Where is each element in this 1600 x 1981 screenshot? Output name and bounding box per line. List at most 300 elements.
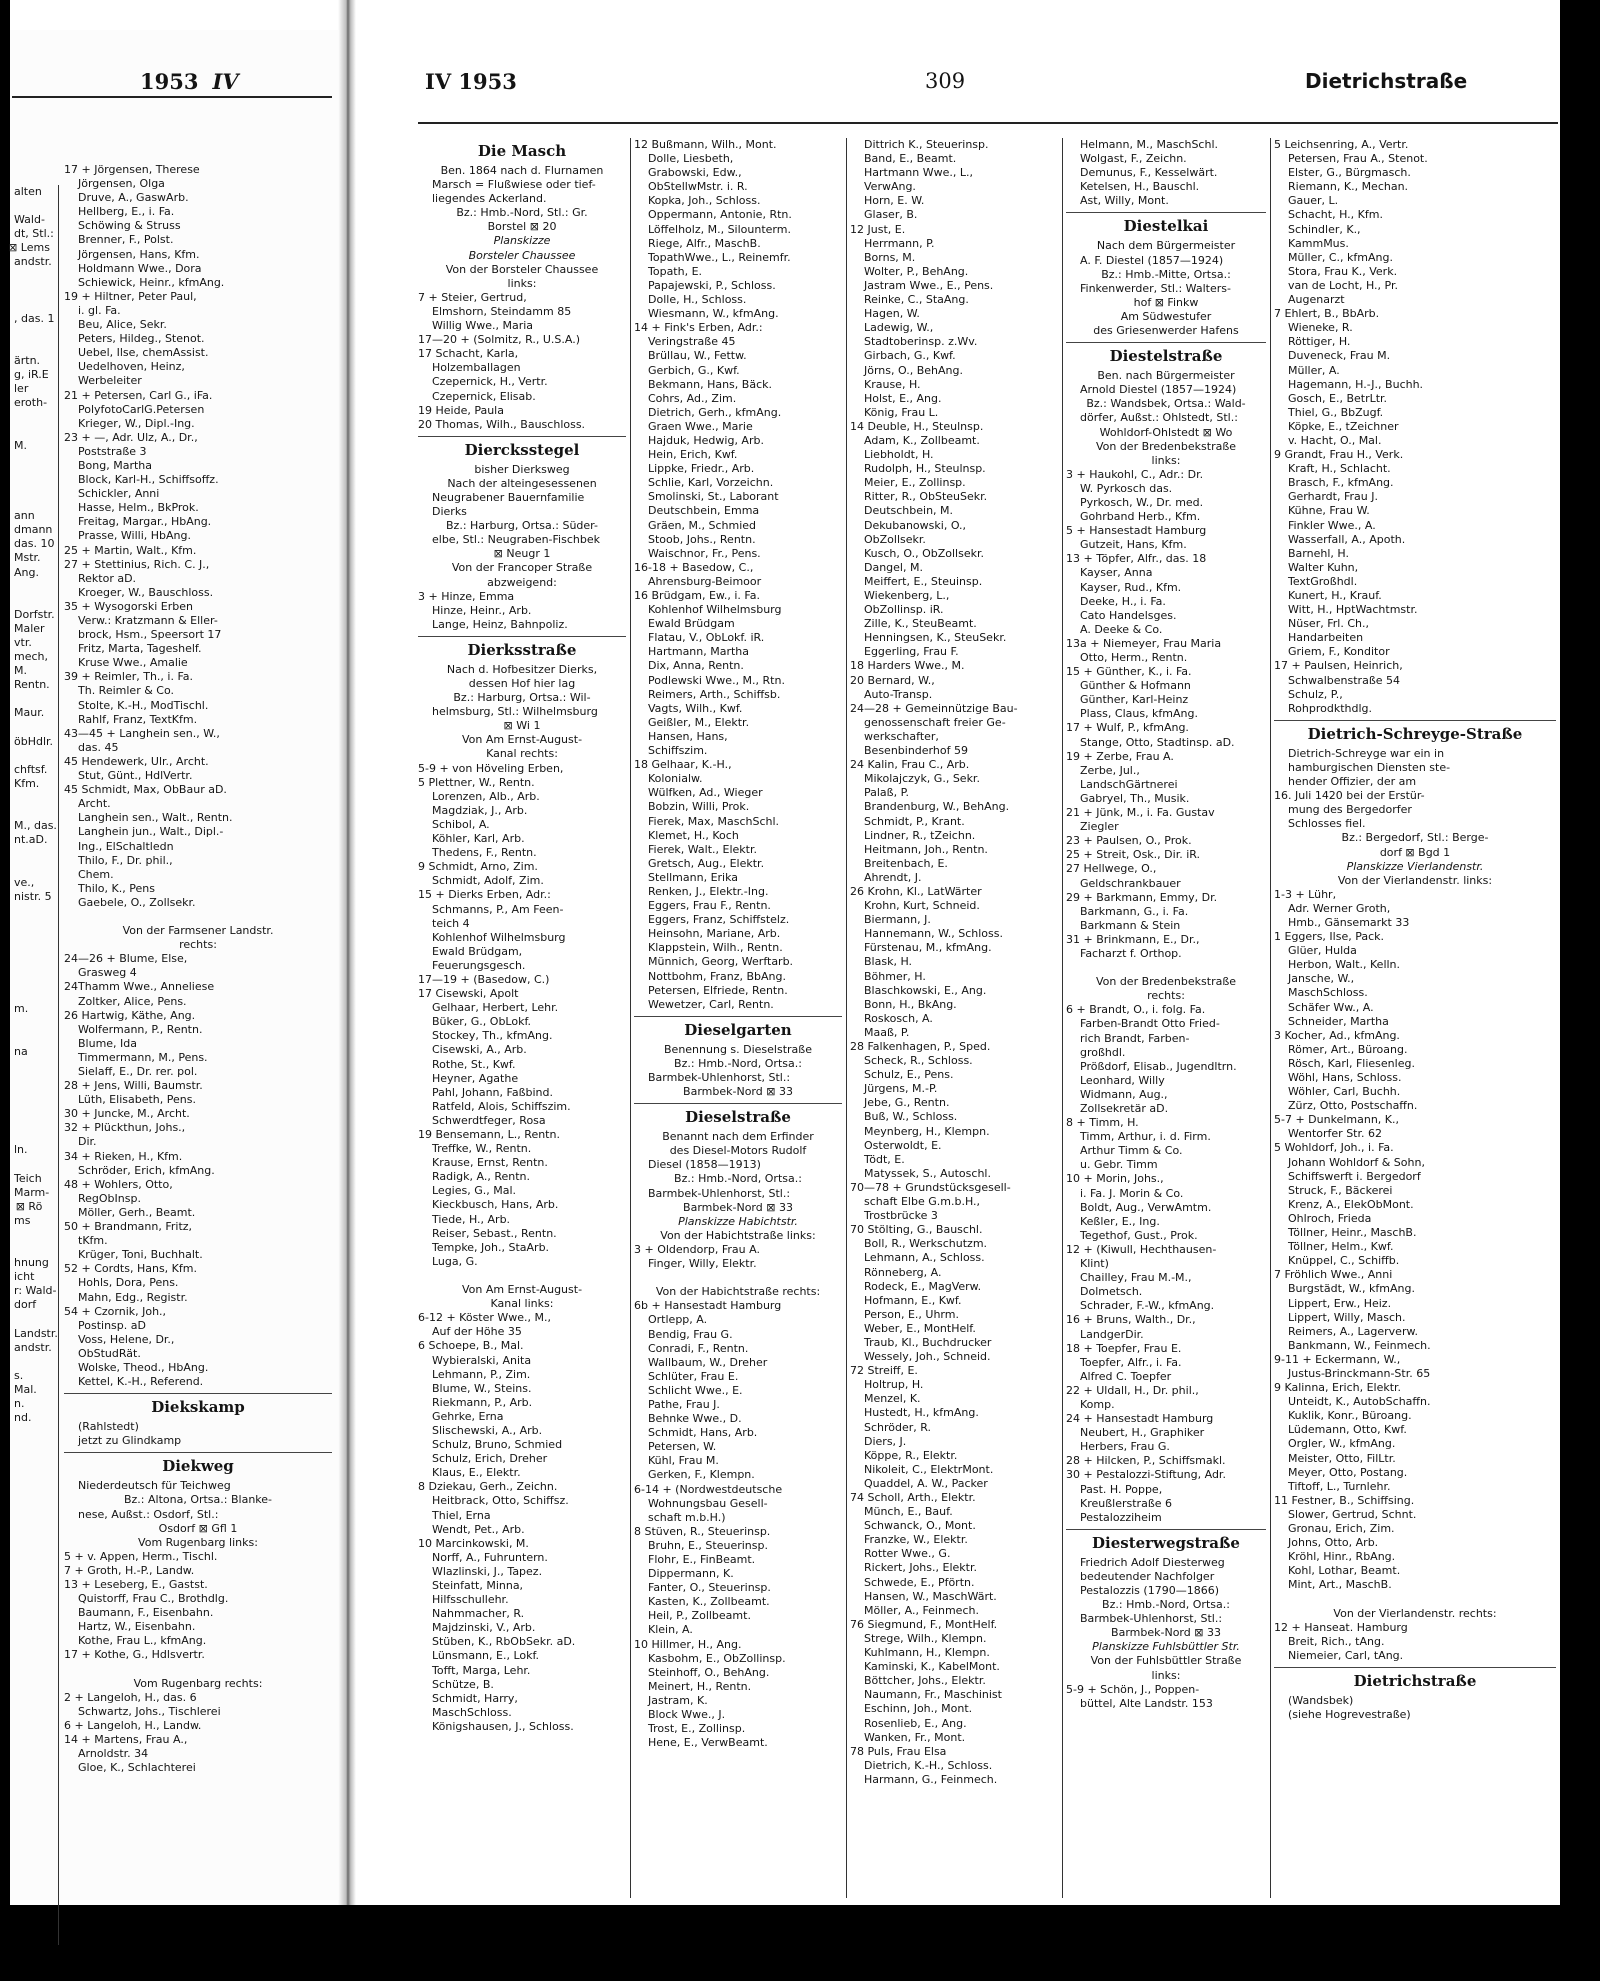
- column-rule: [1270, 138, 1271, 1898]
- resident-entry: Hannemann, W., Schloss.: [864, 927, 1003, 941]
- directory-note: Borstel ⊠ 20: [487, 220, 557, 234]
- house-number-entry: 23 + —, Adr. Ulz, A., Dr.,: [64, 430, 198, 444]
- resident-entry: Köppe, R., Elektr.: [864, 1448, 958, 1462]
- house-number-entry: 52 + Cordts, Hans, Kfm.: [64, 1262, 197, 1276]
- resident-entry: Wiesmann, W., kfmAng.: [648, 307, 779, 321]
- resident-entry: Grasweg 4: [78, 966, 137, 980]
- house-number-entry: 28 + Hilcken, P., Schiffsmakl.: [1066, 1454, 1226, 1468]
- resident-entry: Gloe, K., Schlachterei: [78, 1761, 196, 1775]
- resident-entry: Czepernick, H., Vertr.: [432, 375, 548, 389]
- house-number-entry: [64, 910, 332, 924]
- resident-entry: Lorenzen, Alb., Arb.: [432, 789, 540, 803]
- house-number-entry: [0, 1313, 58, 1327]
- resident-entry: Witt, H., HptWachtmstr.: [1288, 603, 1418, 617]
- resident-entry: Wülfken, Ad., Wieger: [648, 786, 763, 800]
- resident-entry: bedeutender Nachfolger: [1080, 1569, 1215, 1583]
- resident-entry: Schacht, H., Kfm.: [1288, 208, 1383, 222]
- resident-entry: nese, Außst.: Osdorf, Stl.:: [78, 1507, 219, 1521]
- resident-entry: Prößdorf, Elisab., Jugendltrn.: [1080, 1059, 1237, 1073]
- resident-entry: Komp.: [1080, 1397, 1115, 1411]
- resident-entry: Schwede, E., Pförtn.: [864, 1575, 975, 1589]
- resident-entry: Meinert, H., Rentn.: [648, 1679, 752, 1693]
- house-number-entry: 12 Just, E.: [850, 222, 906, 236]
- resident-entry: das. 10: [14, 537, 55, 551]
- resident-entry: hnung: [14, 1256, 49, 1270]
- resident-entry: Rotter Wwe., G.: [864, 1547, 951, 1561]
- resident-entry: Münnich, Georg, Werftarb.: [648, 955, 794, 969]
- resident-entry: Rohprodkthdlg.: [1288, 701, 1372, 715]
- directory-note: Benannt nach dem Erfinder: [662, 1130, 814, 1144]
- resident-entry: Meiffert, E., Steuinsp.: [864, 574, 983, 588]
- house-number-entry: 12 + Hanseat. Hamburg: [1274, 1620, 1408, 1634]
- resident-entry: Schneider, Martha: [1288, 1014, 1389, 1028]
- resident-entry: Flatau, V., ObLokf. iR.: [648, 631, 765, 645]
- resident-entry: Schiewick, Heinr., kfmAng.: [78, 275, 225, 289]
- directory-note: Bz.: Wandsbek, Ortsa.: Wald-: [1086, 397, 1246, 411]
- resident-entry: Klint): [1080, 1257, 1109, 1271]
- resident-entry: m.: [14, 1002, 29, 1016]
- house-number-entry: 18 Harders Wwe., M.: [850, 659, 965, 673]
- resident-entry: dörfer, Außst.: Ohlstedt, Stl.:: [1080, 411, 1238, 425]
- resident-entry: teich 4: [432, 916, 470, 930]
- resident-entry: Helmann, M., MaschSchl.: [1080, 138, 1219, 151]
- resident-entry: Diers, J.: [864, 1434, 907, 1448]
- directory-note: Kanal links:: [490, 1297, 554, 1311]
- house-number-entry: [0, 692, 58, 706]
- resident-entry: Toepfer, Alfr., i. Fa.: [1080, 1355, 1182, 1369]
- directory-note: bisher Dierksweg: [474, 462, 570, 476]
- directory-note: links:: [1151, 1668, 1181, 1682]
- resident-entry: Klappstein, Wilh., Rentn.: [648, 941, 783, 955]
- resident-entry: Stut, Günt., HdlVertr.: [78, 769, 193, 783]
- resident-entry: Wessely, Joh., Schneid.: [864, 1350, 991, 1364]
- house-number-entry: [0, 1059, 58, 1073]
- street-heading: Diekskamp: [64, 1393, 332, 1420]
- house-number-entry: 45 Hendewerk, Ulr., Archt.: [64, 754, 209, 768]
- resident-entry: Blask, H.: [864, 955, 913, 969]
- map-reference: Planskizze Habichtstr.: [678, 1214, 798, 1228]
- resident-entry: Schröder, Erich, kfmAng.: [78, 1163, 215, 1177]
- resident-entry: Töllner, Helm., Kwf.: [1288, 1240, 1394, 1254]
- resident-entry: Podlewski Wwe., M., Rtn.: [648, 673, 785, 687]
- street-heading: Dieselgarten: [634, 1016, 842, 1043]
- resident-entry: Jörgensen, Hans, Kfm.: [78, 247, 200, 261]
- resident-entry: Auto-Transp.: [864, 687, 933, 701]
- resident-entry: VerwAng.: [864, 180, 916, 194]
- resident-entry: Alfred C. Toepfer: [1080, 1369, 1172, 1383]
- house-number-entry: 15 + Günther, K., i. Fa.: [1066, 665, 1192, 679]
- house-number-entry: 5-9 + von Höveling Erben,: [418, 761, 564, 775]
- house-number-entry: [634, 1271, 842, 1285]
- resident-entry: Thilo, K., Pens: [78, 881, 155, 895]
- directory-note: Von der Borsteler Chaussee: [445, 262, 599, 276]
- resident-entry: alten: [14, 185, 42, 198]
- house-number-entry: 25 + Martin, Walt., Kfm.: [64, 543, 197, 557]
- resident-entry: Waischnor, Fr., Pens.: [648, 546, 761, 560]
- house-number-entry: [0, 1031, 58, 1045]
- scan-edge-right: [1560, 0, 1600, 1981]
- directory-note: Barmbek-Nord ⊠ 33: [683, 1085, 793, 1099]
- resident-entry: Rodeck, E., MagVerw.: [864, 1279, 982, 1293]
- resident-entry: Barkmann, G., i. Fa.: [1080, 904, 1189, 918]
- map-reference: Planskizze Vierlandenstr.: [1346, 859, 1484, 873]
- map-reference: Borsteler Chaussee: [468, 248, 576, 262]
- street-heading: Diestelstraße: [1066, 342, 1266, 369]
- house-number-entry: 17 + Jörgensen, Therese: [64, 163, 200, 176]
- resident-entry: Schmidt, Adolf, Zim.: [432, 874, 544, 888]
- directory-note: Nach dem Bürgermeister: [1096, 239, 1236, 253]
- resident-entry: (Rahlstedt): [78, 1420, 139, 1434]
- resident-entry: Nahmmacher, R.: [432, 1607, 525, 1621]
- resident-entry: Stockey, Th., kfmAng.: [432, 1029, 553, 1043]
- resident-entry: Gabryel, Th., Musik.: [1080, 791, 1190, 805]
- resident-entry: Rönneberg, A.: [864, 1265, 942, 1279]
- resident-entry: Lüdemann, Otto, Kwf.: [1288, 1423, 1407, 1437]
- column-rule: [846, 138, 847, 1898]
- resident-entry: Bankmann, W., Feinmech.: [1288, 1338, 1431, 1352]
- house-number-entry: 18 + Toepfer, Frau E.: [1066, 1341, 1182, 1355]
- house-number-entry: 35 + Wysogorski Erben: [64, 599, 193, 613]
- resident-entry: Gehrke, Erna: [432, 1409, 504, 1423]
- resident-entry: Zoltker, Alice, Pens.: [78, 994, 187, 1008]
- resident-entry: Köhler, Karl, Arb.: [432, 832, 525, 846]
- left-header-rule: [12, 96, 332, 98]
- resident-entry: Schulz, Bruno, Schmied: [432, 1438, 563, 1452]
- resident-entry: Kühl, Frau M.: [648, 1454, 719, 1468]
- house-number-entry: 9 Grandt, Frau H., Verk.: [1274, 448, 1404, 462]
- house-number-entry: 22 + Uldall, H., Dr. phil.,: [1066, 1383, 1199, 1397]
- directory-note: Von der Bredenbekstraße: [1095, 975, 1237, 989]
- resident-entry: Beu, Alice, Sekr.: [78, 318, 167, 332]
- resident-entry: Hinze, Heinr., Arb.: [432, 603, 532, 617]
- directory-note: Bz.: Harburg, Ortsa.: Süder-: [446, 519, 598, 533]
- resident-entry: Petersen, Elfriede, Rentn.: [648, 983, 788, 997]
- resident-entry: Magdziak, J., Arb.: [432, 803, 528, 817]
- column-rule: [630, 138, 631, 1898]
- resident-entry: Gronau, Erich, Zim.: [1288, 1522, 1395, 1535]
- house-number-entry: 11 Festner, B., Schiffsing.: [1274, 1493, 1415, 1507]
- resident-entry: Kaminski, K., KabelMont.: [864, 1660, 1000, 1674]
- resident-entry: M.: [14, 438, 27, 452]
- house-number-entry: 7 + Steier, Gertrud,: [418, 290, 527, 304]
- house-number-entry: 5-9 + Schön, J., Poppen-: [1066, 1682, 1200, 1696]
- resident-entry: ler: [14, 382, 29, 396]
- resident-entry: Flohr, E., FinBeamt.: [648, 1553, 756, 1566]
- resident-entry: Gretsch, Aug., Elektr.: [648, 856, 765, 870]
- resident-entry: Kohlenhof Wilhelmsburg: [648, 603, 782, 617]
- resident-entry: Ortlepp, A.: [648, 1313, 708, 1327]
- house-number-entry: 17 + Kothe, G., Hdlsvertr.: [64, 1648, 205, 1662]
- house-number-entry: [0, 199, 58, 213]
- resident-entry: Cohrs, Ad., Zim.: [648, 391, 737, 405]
- resident-entry: Past. H. Poppe,: [1080, 1482, 1163, 1496]
- resident-entry: Boldt, Aug., VerwAmtm.: [1080, 1200, 1212, 1214]
- house-number-entry: [0, 862, 58, 876]
- house-number-entry: [0, 749, 58, 763]
- resident-entry: na: [14, 1044, 28, 1058]
- resident-entry: Gelhaar, Herbert, Lehr.: [432, 1001, 559, 1015]
- directory-note: ⊠ Lems: [8, 241, 50, 255]
- resident-entry: Steinfatt, Minna,: [432, 1579, 524, 1592]
- resident-entry: Smolinski, St., Laborant: [648, 490, 779, 504]
- directory-note: Von Am Ernst-August-: [461, 733, 583, 747]
- house-number-entry: 1 Eggers, Ilse, Pack.: [1274, 930, 1385, 944]
- directory-note: Nach d. Hofbesitzer Dierks,: [446, 662, 598, 676]
- resident-entry: Lippke, Friedr., Arb.: [648, 462, 755, 476]
- resident-entry: Klaus, E., Elektr.: [432, 1466, 521, 1480]
- resident-entry: Ewald Brüdgam,: [432, 944, 523, 958]
- resident-entry: Bong, Martha: [78, 458, 153, 472]
- street-heading: Dierksstraße: [418, 636, 626, 663]
- resident-entry: Weber, E., MontHelf.: [864, 1321, 976, 1335]
- directory-note: Bz.: Hmb.-Mitte, Ortsa.:: [1101, 267, 1231, 281]
- house-number-entry: 12 Bußmann, Wilh., Mont.: [634, 138, 777, 151]
- resident-entry: brock, Hsm., Speersort 17: [78, 628, 222, 642]
- house-number-entry: 17 Schacht, Karla,: [418, 347, 519, 361]
- resident-entry: liegendes Ackerland.: [432, 192, 547, 206]
- street-heading: Diestelkai: [1066, 212, 1266, 239]
- house-number-entry: [0, 1115, 58, 1129]
- resident-entry: Thiel, Erna: [432, 1508, 491, 1522]
- house-number-entry: [0, 1087, 58, 1101]
- directory-note: Von der Habichtstraße rechts:: [655, 1285, 821, 1299]
- resident-entry: Hasse, Helm., BkProk.: [78, 501, 199, 515]
- left-page-column: [64, 163, 332, 1923]
- resident-entry: Ast, Willy, Mont.: [1080, 194, 1169, 208]
- resident-entry: Wohnungsbau Gesell-: [648, 1496, 768, 1510]
- resident-entry: Neugrabener Bauernfamilie: [432, 490, 585, 504]
- resident-entry: Heitbrack, Otto, Schiffsz.: [432, 1494, 569, 1508]
- resident-entry: Papajewski, P., Schloss.: [648, 278, 776, 292]
- house-number-entry: 14 + Martens, Frau A.,: [64, 1733, 188, 1747]
- resident-entry: Schwanck, O., Mont.: [864, 1519, 976, 1533]
- resident-entry: Blume, Ida: [78, 1036, 138, 1050]
- resident-entry: Barmbek-Uhlenhorst, Stl.:: [648, 1071, 791, 1084]
- resident-entry: nt.aD.: [14, 833, 48, 847]
- resident-entry: öbHdlr.: [14, 734, 54, 748]
- resident-entry: Petersen, Frau A., Stenot.: [1288, 152, 1428, 166]
- resident-entry: Fürstenau, M., kfmAng.: [864, 941, 992, 955]
- resident-entry: Prasse, Willi, HbAng.: [78, 529, 192, 543]
- resident-entry: Demunus, F., Kesselwärt.: [1080, 166, 1218, 180]
- house-number-entry: [0, 791, 58, 805]
- street-heading: Dietrich-Schreyge-Straße: [1274, 720, 1556, 747]
- directory-note: Ben. nach Bürgermeister: [1097, 369, 1235, 383]
- resident-entry: Orgler, W., kfmAng.: [1288, 1437, 1396, 1451]
- directory-note: Vom Rugenbarg links:: [138, 1535, 258, 1549]
- resident-entry: Böhmer, H.: [864, 969, 926, 983]
- resident-entry: Bobzin, Willi, Prok.: [648, 800, 750, 814]
- resident-entry: Breit, Rich., tAng.: [1288, 1634, 1385, 1648]
- resident-entry: Maler: [14, 621, 45, 635]
- resident-entry: Gerhardt, Frau J.: [1288, 490, 1378, 504]
- resident-entry: Werbeleiter: [78, 374, 142, 388]
- resident-entry: Kohl, Lothar, Beamt.: [1288, 1564, 1401, 1578]
- resident-entry: Slower, Gertrud, Schnt.: [1288, 1507, 1417, 1521]
- resident-entry: Dix, Anna, Rentn.: [648, 659, 744, 673]
- resident-entry: Müller, C., kfmAng.: [1288, 250, 1393, 264]
- resident-entry: Naumann, Fr., Maschinist: [864, 1688, 1002, 1702]
- resident-entry: Dekubanowski, O.,: [864, 518, 967, 532]
- house-number-entry: 78 Puls, Frau Elsa: [850, 1744, 947, 1758]
- resident-entry: Gutzeit, Hans, Kfm.: [1080, 538, 1187, 552]
- directory-note: Von der Francoper Straße: [451, 561, 593, 575]
- resident-entry: Baumann, F., Eisenbahn.: [78, 1606, 214, 1620]
- resident-entry: eroth-: [14, 396, 48, 410]
- house-number-entry: 19 Bensemann, L., Rentn.: [418, 1128, 560, 1141]
- resident-entry: Walter Kuhn,: [1288, 560, 1359, 574]
- resident-entry: Meier, E., Zollinsp.: [864, 476, 966, 490]
- resident-entry: Arthur Timm & Co.: [1080, 1144, 1183, 1158]
- resident-entry: Brandenburg, W., BehAng.: [864, 800, 1010, 814]
- resident-entry: Wasserfall, A., Apoth.: [1288, 532, 1406, 546]
- resident-entry: Gaebele, O., Zollsekr.: [78, 895, 196, 909]
- resident-entry: schaft m.b.H.): [648, 1510, 726, 1524]
- resident-entry: König, Frau L.: [864, 405, 939, 419]
- house-number-entry: 5-7 + Dunkelmann, K.,: [1274, 1113, 1399, 1127]
- resident-entry: Schiffszim.: [648, 744, 708, 758]
- directory-note: Nach der alteingesessenen: [447, 476, 597, 490]
- resident-entry: Dietrich, Gerh., kfmAng.: [648, 405, 782, 419]
- house-number-entry: [0, 932, 58, 946]
- resident-entry: Conradi, F., Rentn.: [648, 1341, 749, 1355]
- house-number-entry: 16-18 + Basedow, C.,: [634, 560, 754, 574]
- resident-entry: Rösch, Karl, Fliesenleg.: [1288, 1056, 1415, 1070]
- house-number-entry: 17 + Wulf, P., kfmAng.: [1066, 721, 1189, 735]
- resident-entry: ms: [14, 1213, 31, 1227]
- resident-entry: Landstr.: [14, 1326, 58, 1340]
- resident-entry: ann: [14, 509, 35, 523]
- house-number-entry: 9-11 + Eckermann, W.,: [1274, 1352, 1401, 1366]
- house-number-entry: 26 Krohn, Kl., LatWärter: [850, 884, 982, 898]
- house-number-entry: [0, 918, 58, 932]
- resident-entry: Riege, Alfr., MaschB.: [648, 236, 761, 250]
- resident-entry: TopathWwe., L., Reinemfr.: [648, 250, 791, 264]
- resident-entry: Lüth, Elisabeth, Pens.: [78, 1093, 196, 1107]
- resident-entry: Kothe, Frau L., kfmAng.: [78, 1634, 207, 1648]
- house-number-entry: 17—19 + (Basedow, C.): [418, 972, 550, 986]
- resident-entry: Schiffswerft i. Bergedorf: [1288, 1169, 1421, 1183]
- directory-note: Osdorf ⊠ Gfl 1: [158, 1521, 238, 1535]
- resident-entry: Bruhn, E., Steuerinsp.: [648, 1538, 768, 1552]
- resident-entry: Buß, W., Schloss.: [864, 1110, 958, 1124]
- resident-entry: Osterwoldt, E.: [864, 1138, 942, 1152]
- resident-entry: Pyrkosch, W., Dr. med.: [1080, 495, 1204, 509]
- resident-entry: das. 45: [78, 740, 119, 754]
- resident-entry: Dippermann, K.: [648, 1567, 734, 1581]
- resident-entry: Veringstraße 45: [648, 335, 736, 349]
- resident-entry: Band, E., Beamt.: [864, 152, 957, 166]
- resident-entry: Maaß, P.: [864, 1025, 910, 1039]
- house-number-entry: 24Thamm Wwe., Anneliese: [64, 980, 215, 994]
- resident-entry: Schlosses fiel.: [1288, 817, 1366, 831]
- directory-note: rechts:: [179, 938, 217, 952]
- resident-entry: nd.: [14, 1411, 32, 1425]
- resident-entry: Riemann, K., Mechan.: [1288, 180, 1409, 194]
- directory-note: Benennung s. Dieselstraße: [664, 1042, 812, 1056]
- resident-entry: Schwartz, Johs., Tischlerei: [78, 1704, 221, 1718]
- resident-entry: Stoob, Johs., Rentn.: [648, 532, 756, 546]
- house-number-entry: [0, 340, 58, 354]
- resident-entry: Münch, E., Bauf.: [864, 1505, 953, 1519]
- resident-entry: Hansen, Hans,: [648, 729, 728, 743]
- resident-entry: MaschSchloss.: [1288, 986, 1368, 1000]
- resident-entry: Maur.: [14, 706, 45, 720]
- house-number-entry: [0, 270, 58, 284]
- resident-entry: Petersen, W.: [648, 1440, 717, 1454]
- resident-entry: Facharzt f. Orthop.: [1080, 946, 1182, 960]
- house-number-entry: 23 + Paulsen, O., Prok.: [1066, 834, 1192, 848]
- resident-entry: Wanken, Fr., Mont.: [864, 1730, 966, 1744]
- house-number-entry: 30 + Pestalozzi-Stiftung, Adr.: [1066, 1468, 1226, 1482]
- resident-entry: Voss, Helene, Dr.,: [78, 1332, 175, 1346]
- resident-entry: i. gl. Fa.: [78, 303, 121, 317]
- resident-entry: Poststraße 3: [78, 444, 147, 458]
- resident-entry: Uedelhoven, Heinz,: [78, 360, 185, 374]
- house-number-entry: 12 + (Kiwull, Hechthausen-: [1066, 1242, 1217, 1256]
- directory-note: Kanal rechts:: [486, 747, 558, 761]
- resident-entry: RegObInsp.: [78, 1191, 141, 1205]
- resident-entry: Gosch, E., BetrLtr.: [1288, 391, 1388, 405]
- house-number-entry: [0, 1129, 58, 1143]
- directory-column-5: [1274, 138, 1556, 1898]
- resident-entry: Johns, Otto, Arb.: [1288, 1536, 1379, 1550]
- resident-entry: Schmidt, Hans, Arb.: [648, 1426, 758, 1440]
- house-number-entry: [0, 580, 58, 594]
- resident-entry: Chailley, Frau M.-M.,: [1080, 1271, 1192, 1285]
- resident-entry: Graen Wwe., Marie: [648, 419, 753, 433]
- resident-entry: Wewetzer, Carl, Rentn.: [648, 997, 774, 1011]
- house-number-entry: 6-12 + Köster Wwe., M.,: [418, 1311, 552, 1325]
- resident-entry: Tiftoff, L., Turnlehr.: [1288, 1479, 1391, 1493]
- house-number-entry: 13a + Niemeyer, Frau Maria: [1066, 636, 1222, 650]
- house-number-entry: 5 + Hansestadt Hamburg: [1066, 524, 1207, 538]
- resident-entry: Hellberg, E., i. Fa.: [78, 205, 175, 219]
- right-header-street: Dietrichstraße: [1305, 69, 1468, 93]
- resident-entry: Kusch, O., ObZollsekr.: [864, 546, 984, 560]
- house-number-entry: [0, 284, 58, 298]
- resident-entry: Luga, G.: [432, 1254, 478, 1268]
- house-number-entry: 7 + Groth, H.-P., Landw.: [64, 1563, 195, 1577]
- resident-entry: Teich: [14, 1171, 42, 1185]
- resident-entry: Marm-: [14, 1185, 50, 1199]
- resident-entry: Nottbohm, Franz, BbAng.: [648, 969, 787, 983]
- resident-entry: Riekmann, P., Arb.: [432, 1395, 533, 1409]
- resident-entry: Strege, Wilh., Klempn.: [864, 1631, 987, 1645]
- resident-entry: Gerbich, G., Kwf.: [648, 363, 740, 377]
- house-number-entry: [0, 467, 58, 481]
- directory-note: Bz.: Harburg, Ortsa.: Wil-: [453, 691, 591, 705]
- resident-entry: Jebe, G., Rentn.: [864, 1096, 950, 1110]
- resident-entry: Schmidt, Harry,: [432, 1691, 518, 1705]
- directory-note: Bz.: Hmb.-Nord, Ortsa.:: [674, 1056, 802, 1070]
- house-number-entry: 6 + Langeloh, H., Landw.: [64, 1718, 202, 1732]
- resident-entry: Jürgens, M.-P.: [864, 1082, 938, 1096]
- resident-entry: Rahlf, Franz, TextKfm.: [78, 712, 198, 726]
- resident-entry: Ziegler: [1080, 820, 1119, 834]
- resident-entry: Archt.: [78, 797, 111, 811]
- resident-entry: Wentorfer Str. 62: [1288, 1127, 1382, 1141]
- house-number-entry: 3 + Haukohl, C., Adr.: Dr.: [1066, 467, 1204, 481]
- resident-entry: Schröder, R.: [864, 1420, 932, 1434]
- resident-entry: Bekmann, Hans, Bäck.: [648, 377, 772, 391]
- resident-entry: icht: [14, 1270, 35, 1284]
- resident-entry: Oppermann, Antonie, Rtn.: [648, 208, 792, 222]
- resident-entry: Holdmann Wwe., Dora: [78, 261, 202, 275]
- resident-entry: büttel, Alte Landstr. 153: [1080, 1696, 1213, 1710]
- house-number-entry: [1274, 1592, 1556, 1606]
- house-number-entry: [0, 946, 58, 960]
